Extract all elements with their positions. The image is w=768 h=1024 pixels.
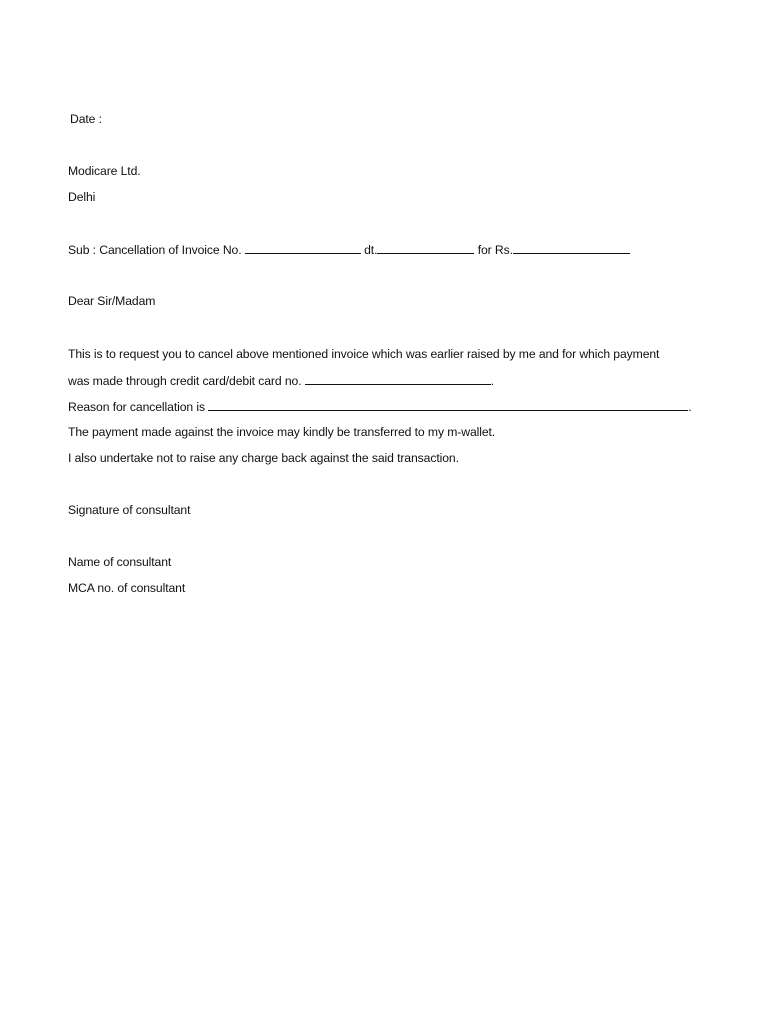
- amount-blank: [513, 241, 630, 254]
- body-line-4: The payment made against the invoice may kindly be transferred to my m-wallet.: [68, 425, 496, 439]
- invoice-date-blank: [377, 241, 474, 254]
- card-number-label: was made through credit card/debit card no.: [68, 374, 302, 388]
- body-line-2: [68, 372, 494, 389]
- subject-prefix: Sub : Cancellation of Invoice No.: [68, 243, 242, 257]
- body-line-5: I also undertake not to raise any charge back against the said transaction.: [68, 451, 459, 465]
- subject-date-label: dt.: [364, 243, 378, 257]
- reason-label: Reason for cancellation is: [68, 400, 205, 414]
- mca-label: MCA no. of consultant: [68, 581, 186, 595]
- subject-line: [68, 241, 630, 258]
- salutation: Dear Sir/Madam: [68, 294, 156, 308]
- card-number-blank: [305, 372, 491, 385]
- name-label: Name of consultant: [68, 555, 172, 569]
- reason-suffix: .: [688, 400, 692, 414]
- recipient-city: Delhi: [68, 190, 96, 204]
- date-label: Date :: [70, 112, 102, 126]
- card-number-suffix: .: [490, 374, 495, 388]
- reason-blank: [208, 398, 688, 411]
- recipient-company: Modicare Ltd.: [68, 164, 141, 178]
- invoice-number-blank: [245, 241, 361, 254]
- body-line-3: [68, 398, 692, 415]
- signature-label: Signature of consultant: [68, 503, 191, 517]
- body-line-1: This is to request you to cancel above mentioned invoice which was earlier raised by me and for which payment: [68, 347, 660, 361]
- subject-amount-label: for Rs.: [477, 243, 513, 257]
